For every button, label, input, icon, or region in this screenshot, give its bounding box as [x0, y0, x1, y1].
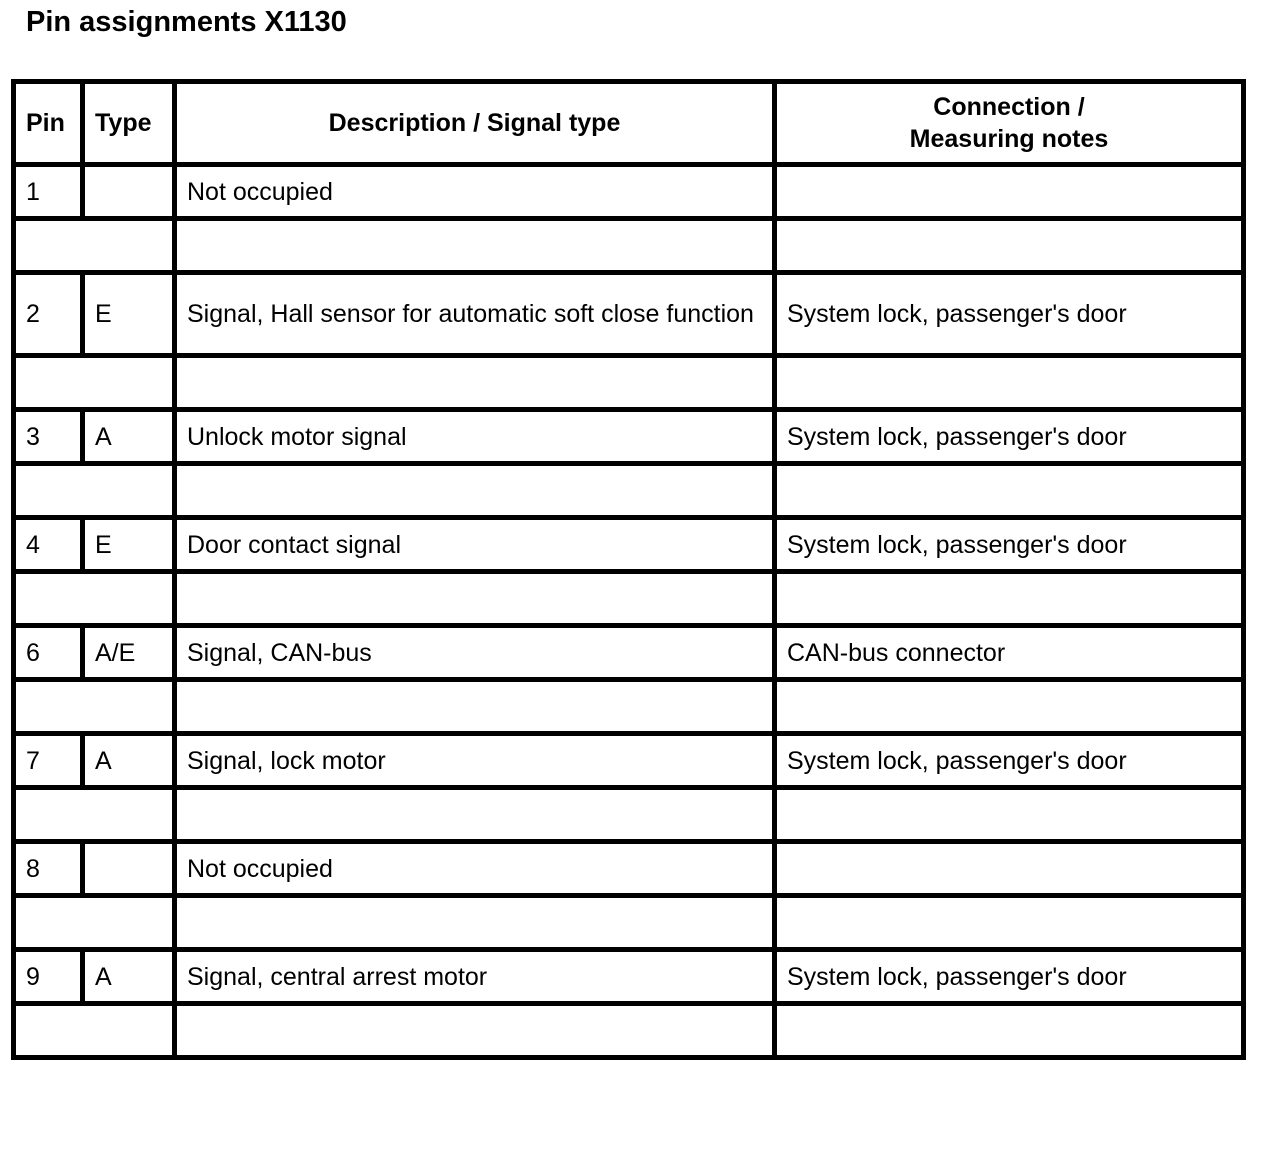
connection-cell: System lock, passenger's door [775, 410, 1244, 464]
spacer-row [14, 1004, 1244, 1058]
spacer-cell [775, 572, 1244, 626]
type-cell: E [83, 273, 175, 356]
spacer-row [14, 219, 1244, 273]
spacer-row [14, 356, 1244, 410]
connection-cell: CAN-bus connector [775, 626, 1244, 680]
spacer-row [14, 464, 1244, 518]
table-row [14, 410, 1244, 464]
description-cell: Signal, central arrest motor [175, 950, 775, 1004]
description-cell: Not occupied [175, 165, 775, 219]
spacer-cell [775, 356, 1244, 410]
type-cell: A [83, 734, 175, 788]
connection-cell: System lock, passenger's door [775, 734, 1244, 788]
type-cell: A [83, 410, 175, 464]
spacer-cell [14, 788, 175, 842]
pin-cell: 8 [14, 842, 83, 896]
spacer-cell [14, 572, 175, 626]
spacer-cell [775, 896, 1244, 950]
pin-cell: 6 [14, 626, 83, 680]
spacer-cell [775, 1004, 1244, 1058]
spacer-cell [14, 464, 175, 518]
description-cell: Door contact signal [175, 518, 775, 572]
connection-cell: System lock, passenger's door [775, 273, 1244, 356]
spacer-cell [775, 219, 1244, 273]
description-cell: Signal, CAN-bus [175, 626, 775, 680]
description-cell: Signal, lock motor [175, 734, 775, 788]
table-row [14, 273, 1244, 356]
table-row [14, 165, 1244, 219]
header-pin: Pin [14, 82, 83, 165]
type-cell [83, 165, 175, 219]
spacer-cell [775, 788, 1244, 842]
header-connection-line1: Connection / [933, 93, 1085, 121]
header-connection-line2: Measuring notes [909, 125, 1109, 153]
pin-cell: 2 [14, 273, 83, 356]
header-type: Type [83, 82, 175, 165]
pin-assignment-table [11, 79, 1246, 1060]
spacer-cell [14, 356, 175, 410]
spacer-cell [175, 356, 775, 410]
type-cell: E [83, 518, 175, 572]
table-row [14, 518, 1244, 572]
spacer-row [14, 572, 1244, 626]
spacer-cell [175, 572, 775, 626]
table-header-row [14, 82, 1244, 165]
type-cell: A/E [83, 626, 175, 680]
table-row [14, 626, 1244, 680]
pin-cell: 1 [14, 165, 83, 219]
header-connection [775, 82, 1244, 165]
connection-cell [775, 165, 1244, 219]
description-cell: Signal, Hall sensor for automatic soft close function [175, 273, 775, 356]
description-cell: Unlock motor signal [175, 410, 775, 464]
spacer-cell [14, 896, 175, 950]
spacer-cell [775, 464, 1244, 518]
spacer-row [14, 896, 1244, 950]
spacer-cell [175, 1004, 775, 1058]
spacer-cell [175, 680, 775, 734]
spacer-cell [175, 464, 775, 518]
page-title: Pin assignments X1130 [26, 6, 347, 38]
connection-cell: System lock, passenger's door [775, 950, 1244, 1004]
table-row [14, 950, 1244, 1004]
spacer-cell [175, 896, 775, 950]
pin-cell: 7 [14, 734, 83, 788]
description-cell: Not occupied [175, 842, 775, 896]
connection-cell: System lock, passenger's door [775, 518, 1244, 572]
table-row [14, 734, 1244, 788]
spacer-row [14, 788, 1244, 842]
spacer-cell [775, 680, 1244, 734]
table-row [14, 842, 1244, 896]
pin-cell: 4 [14, 518, 83, 572]
spacer-row [14, 680, 1244, 734]
pin-cell: 9 [14, 950, 83, 1004]
spacer-cell [175, 219, 775, 273]
spacer-cell [14, 680, 175, 734]
connection-cell [775, 842, 1244, 896]
header-description: Description / Signal type [175, 82, 775, 165]
spacer-cell [14, 1004, 175, 1058]
type-cell: A [83, 950, 175, 1004]
spacer-cell [14, 219, 175, 273]
type-cell [83, 842, 175, 896]
pin-cell: 3 [14, 410, 83, 464]
spacer-cell [175, 788, 775, 842]
